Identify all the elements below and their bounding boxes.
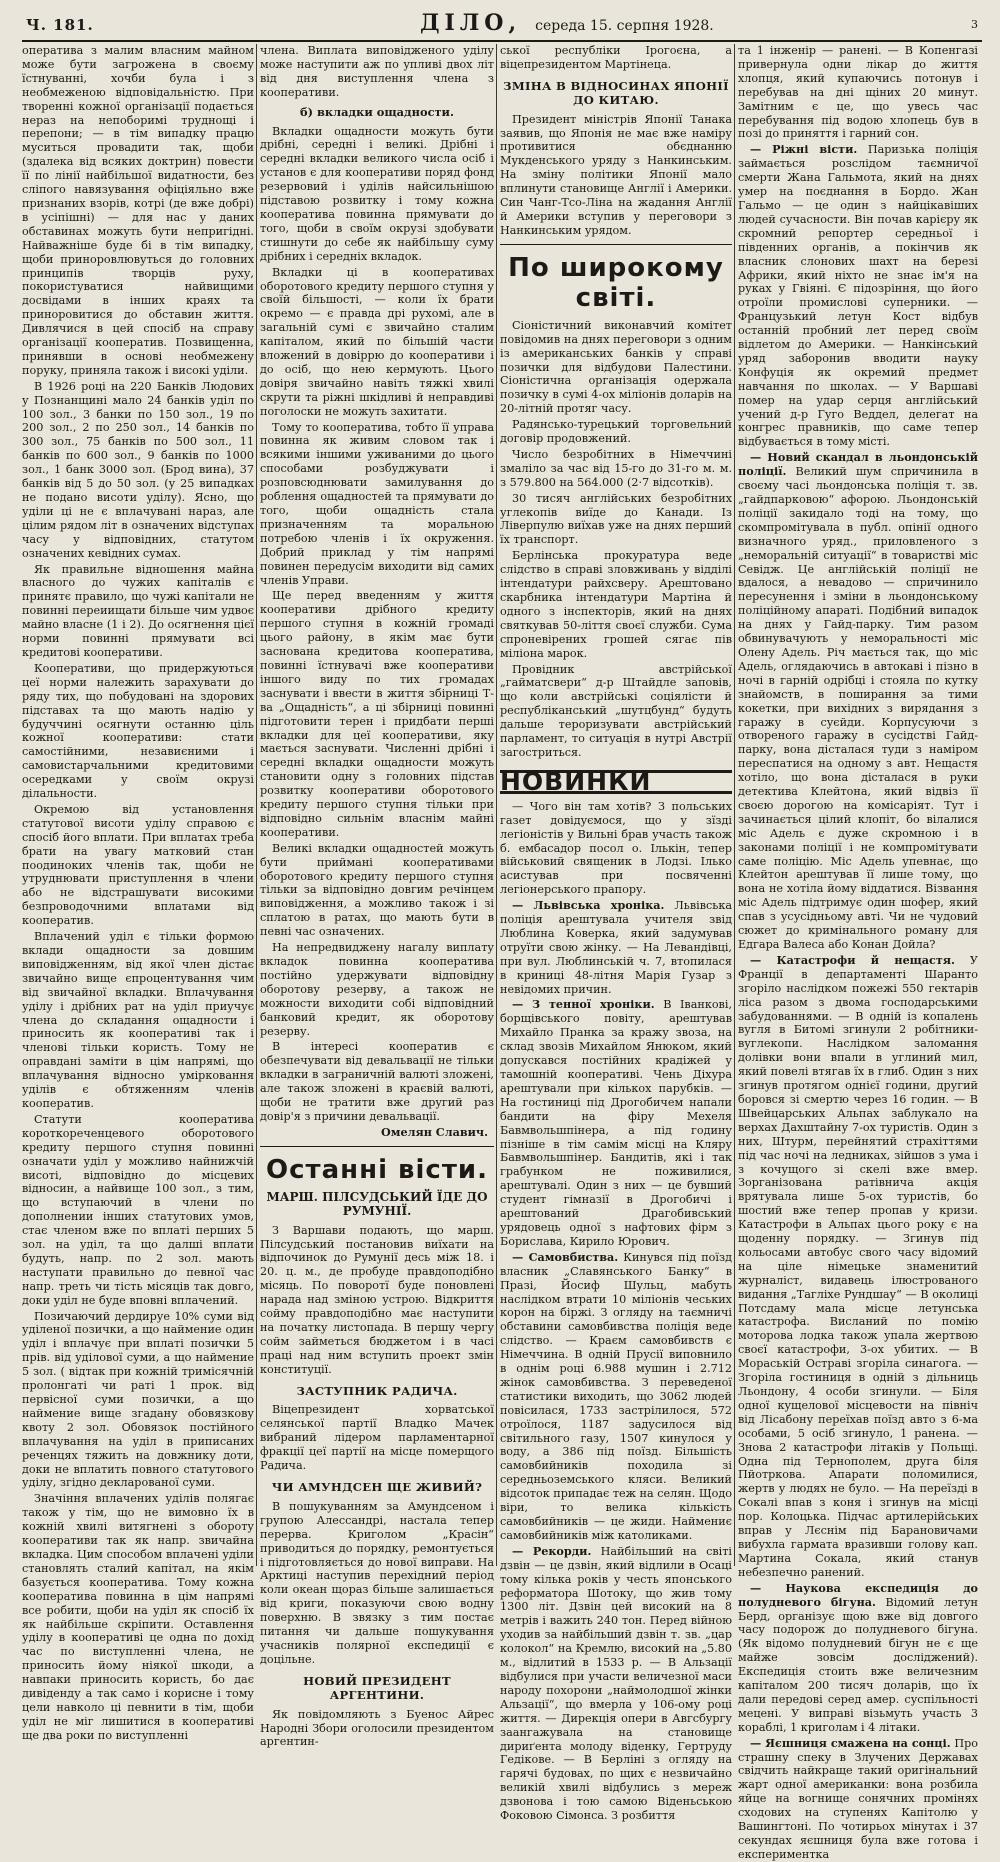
paragraph: оператива з малим власним майном може бути загрожена в своєму їстнуванні, хочби була і з необмеженою відповідальністю. При творенні кожної організації подається нераз на непоборимі труднощі і перепони; — в тім випадку працю муситься провадити так, щоби (здалека від всяких доктрин) повести її по лінії найбільшої видатности, без сліпого навязування офіціяльно вже признаних взорів, котрі (де вже добрі) в усіпішні) — для нас у даних обставинах можуть бути непригідні. Найважніше буде бі в тім випадку, щоби приноровлювуться до головних принципів творців руху, покористуватися найвищими досвідами в інших краях та приноровитися до обставин життя. Дивлячися в цей спосіб на справу організації кооператив. Позвищенна, принявши в основі необмежену поруку, приняла також і високі уділи. <box>22 44 254 377</box>
paragraph <box>500 899 732 996</box>
paragraph: — Чого він там хотів? З польських газет довідуємося, що у зїзді легіоністів у Вильні брав участь також б. ембасадор посол о. Ількін, тепер військовий священик в Лодзі. Ілько асистував при посвяченні легіонерського прапору. <box>500 799 732 897</box>
headline: ЗАСТУПНИК РАДИЧА. <box>296 1383 458 1398</box>
column-1 <box>22 44 254 1742</box>
paragraph: Провідник австрійської „гайматсвери“ д-р Штайдле заповів, що коли австрійські соціялісти й республіканський „шутцбунд“ будуть дальше тероризувати австрійський парламент, то ситуація в нутрі Австрії загостриться. <box>500 662 732 759</box>
paragraph: ської республіки Ірогоєна, а віцепрезидентом Мартінеца. <box>500 44 732 71</box>
issue-number: Ч. 181. <box>26 16 94 34</box>
column-3 <box>500 44 733 1823</box>
column-rule <box>256 44 257 1566</box>
paragraph: Вплачений уділ є тільки формою вклади ощадности за довшим виповідженням, від якої член дістає звичайно вище єпроцентування чим від звичайної вкладки. Вплачування уділу і дрібних рат на уділ приучує члена до складання ощадности і приносить як кооперативі так і членові тільки користь. Тому не оправдані заміти в цім напрямі, що вплачування відносно умірковання уділів є обтяженням членів кооператив. <box>22 930 254 1110</box>
column-rule <box>496 44 497 1566</box>
paragraph <box>738 143 978 449</box>
rubric-text: Львівська поліція арештувала учителя звід Люблина Коверка, який задумував отруїти свою жінку. — На Левандівці, при вул. Люблинській ч. 7, втопилася в криниці 48-літня Марія Гузар з невідомих причин. <box>500 899 733 996</box>
paragraph: Президент міністрів Японії Танака заявив, що Японія не має вже наміру противитися обєднанню Мукденського уряду з Нанкинським. На зміну політики Японії мало вплинути становище Англії і Америки. Син Чанг-Тсо-Ліна на жадання Англії й Америки вступив у переговори з Нанкинським урядом. <box>500 112 732 237</box>
paragraph: Кооперативи, що придержуються цеї норми належить зарахувати до ряду тих, що побудовані на здорових підставах та що мають надію у будуччині осягнути останню ціль кожної кооперативи: стати самостійними, незавиєними і самовистарчальними кредитовими осередками у своїм окрузі ділальности. <box>22 661 254 801</box>
paragraph: Вкладки ощадности можуть бути дрібні, середні і великі. Дрібні і середні вкладки великого числа осіб і установ є для кооперативи поряд фонд резервовий і уділів найсильнішою підставою розвитку і тому кожна кооператива повинна прямувати до того, щоби в своїм окрузі здобувати стишнути до себе як найбільшу суму дрібних і середніх вкладок. <box>260 124 494 263</box>
rubric-heading: — Новий скандал в льондонській поліції. <box>738 450 978 479</box>
issue-date: середа 15. серпня 1928. <box>535 18 714 34</box>
column-2 <box>260 44 494 1749</box>
rubric-text: Великий шум спричинила в своєму часі льондонська поліція т. зв. „гайдпарковою“ афорою. Льондонській поліції закидало тоді на тому, що скомпромітувала в публ. опінії одного визначного уряд., приловленого з „неморальній ситуації“ в товаристві міс Севідж. Це англійській поліції не вдалося, а невадово — спричинило пересунення і зміни в льондонському поліційному апараті. Подібний випадок на днях у Гайд-парку. Тим разом обвинувачують у неморальності міс Олену Адель. Річ мається так, що міс Адель, оглядаючись в автокаві і пізно в ночі в гарній одрібці і стояла по кутку знайомств, в поширання за тими кокетки, при вихідних з вирядання з гаражу в суєйди. Корпусуючи з отвореного гаражу в сусідстві Гайд-парку, вона дісталася туди з наміром переспатися на одному з авт. Нещастя хотіло, що вона дісталася в руки детектива Клейтона, який відвіз її своєю дорогою на комісаріят. Тут і зачинається цілий клопіт, бо вілалися міс Адель є дуже скромною і в законами поліції і не компромітувати саме поліцію. Міс Адель упевнає, що Клейтон арештував її лише тому, що вона не хотіла йому віддатися. Візвання міс Адель підтримує один шофер, який спав з усусідньому авті. Чи не чудовий сюжет до кримінального роману для Едгара Валеса або Конан Дойла? <box>738 465 978 951</box>
rubric-heading: — З тенної хроніки. <box>512 997 655 1012</box>
news-section-title: Останні вісти. <box>266 1154 488 1185</box>
column-rule <box>734 44 735 1566</box>
paragraph: На непредвиджену нагалу виплату вкладок повинна кооператива постійно удержувати відповідну оборотову резерву, а також не можности виходити собі відповідний банковий кредит, як оборотову резерву. <box>260 941 494 1038</box>
paragraph: Берлінська прокуратура веде слідство в справі зловживань у відділі інтендатури райхсверу. Арештовано скарбника інтендатури Мартіна й одного з інспекторів, який на днях святкував 50-ліття своєї служби. Сума спроневірених грошей сягає пів міліона марок. <box>500 549 732 660</box>
paragraph: Тому то кооператива, тобто її управа повинна як живим словом так і всякими іншими уживаними до цього способами розбуджувати і розповсюднювати замилування до роблення ощадностей та прямувати до того, щоби ощадність стала призначенням та моральною потребою членів і їх окруження. Добрий приклад у тім напрямі повинен передусім виходити від самих членів Управи. <box>260 420 494 587</box>
paragraph: Вкладки ці в кооперативах оборотового кредиту першого ступня у своїй більшості, — коли їх брати окремо — є правда дрі рухомі, але в загальній сумі є звичайно сталим капіталом, який по більшій части вложений в довіррю до кооперативи і до осіб, що нею кермують. Цього довіря звичайно навіть тяжкі хвилі скрути та ріжні шкідливі й неправдиві поголоски не можуть захитати. <box>260 265 494 418</box>
paragraph <box>738 954 978 1580</box>
paragraph: Як повідомляють з Буенос Айрес Народні Збори оголосили президентом аргентин- <box>260 1707 494 1749</box>
paragraph: Число безробітних в Німеччині змаліло за час від 15-го до 31-го м. м. з 579.800 на 564.000 (2·7 відсотків). <box>500 447 732 489</box>
rubric-heading: — Рекорди. <box>512 1543 592 1558</box>
paragraph: З Варшави подають, що марш. Пілсудський постановив виїхати на відпочинок до Румунії десь між 18. і 20. ц. м., де пробуде правдоподібно місяць. По поворотї буде поновлені нарада над зміною устрою. Відкриття сойму правдоподібно має наступити на початку листопада. В першу чергу сойм займеться бюджетом і в часі праці над ним вступить проект змін конституції. <box>260 1223 494 1376</box>
paragraph <box>500 1545 732 1823</box>
headline: НОВИЙ ПРЕЗИДЕНТ АРГЕНТИНИ. <box>303 1673 451 1702</box>
divider <box>260 1146 494 1147</box>
headline: ЗМІНА В ВІДНОСИНАХ ЯПОНІЇ ДО КИТАЮ. <box>503 78 729 107</box>
world-section-title: По широкому світі. <box>508 252 724 313</box>
paragraph: Сіоністичний виконавчий комітет повідомив на днях переговори з одним із американських банків у справі позички для відбудови Палестини. Сіоністична організація одержала позичку в сумі 4-ох міліонів доларів на 20-літній протяг часу. <box>500 318 732 416</box>
headline: МАРШ. ПІЛСУДСЬКИЙ ЇДЕ ДО РУМУНІЇ. <box>266 1189 488 1218</box>
paragraph: Статути кооператива короткореченцевого оборотового кредиту першого ступня повинні означати уділ у можливо найнижчій висоті, відповідно до місцевих відносин, а найвище 100 зол., з тим, що вступаючий в члени по дополнении інших статутових умов, стає членом вже по вплаті перших 5 зол. на уділ, та що далші вплати будуть, напр. по 2 зол. мають наступати правильно до певної час напр. треть чи тість місяців так довго, доки уділ не буде вповні вплачений. <box>22 1112 254 1307</box>
rubric-heading: — Ріжні вісти. <box>750 142 858 157</box>
divider <box>500 244 732 245</box>
paragraph: та 1 інженір — ранені. — В Копенгазі привернула одни лікар до життя хлопця, який купаючись потонув і перебував на дні щіних 20 минут. Замітним є це, що увесь час перебування під водою хлопець був в позі до приняття і гарний сон. <box>738 44 978 141</box>
page-number: 3 <box>971 18 978 31</box>
rubric-text: Відомий летун Берд, організує щою вже від довгого часу подорож до полудневого бігуна. (Як відомо полудневий бігун не є ще майже зовсім досліджений). Експедиція стоить вже величезним капіталом 200 тисяч доларів, що їх дали передові серед амер. суспільності мецені. У виправі візьмуть участь 3 кораблі, 1 криголам і 4 літаки. <box>738 1595 978 1734</box>
paragraph: Значіння вплачених уділів полягає також у тім, що не вимовно їх в кожній хвилі витягнені з обороту кооперативи так як напр. звичайна вкладка. Цим способом вплачені уділи становлять сталий капітал, на якім базується кооператива. Тому кожна кооператива повинна в цім напрямі все робити, щоби на уділ як спосіб їх як найбільше скріпити. Оставлення уділу в кооперативі це одна по дохід час по виступленні члена, не приносить йому ніякої шкоди, а навпаки приносить користь, бо дає дивіденду а так само і корисне і тому цели навколо ці певнити в тім, щоби уділ не міг лишитися в кооперативі ще два роки по виступленні <box>22 1492 254 1742</box>
paragraph: Позичаючий дердируе 10% суми від уділеної позички, а що наймение один уділ і вплачує при вплаті позички 5 прів. від уділової суми, а що наймение 5 зол. ( відтак при кожній тримісячній пролонгаті чи раті 1 прок. від первісної суми позички, а що наймение вище згадану обовязкову квоту 2 зол. Обовязок постійного вплачування на уділ в приписаних реченцях тяжить на довжнику доти, доки не вплатить повного статутового уділу, згідно декларованої суми. <box>22 1309 254 1490</box>
paragraph: Як правильне відношення майна власного до чужих капіталів є принятє правило, що чужі капітали не повинні переиищати більше чим удвоє майно власне (1 і 2). До осягнення цієї норми повинні прямувати всі кредитові кооперативи. <box>22 562 254 659</box>
paragraph: Окремою від установлення статутової висоти уділу справою є спосіб його вплати. При вплатах треба брати на увагу матковий стан поодиноких членів так, щоби не утруднювати приступлення в члени або не відстрашувати високими безпроводочними вплатами від кооператив. <box>22 802 254 928</box>
rubric-text: В Іванкові, борщівського повіту, арештував Михайло Пранка за кражу звоза, на склад звозів Михайлом Янюком, який допускався постійних крадіжей у тамошній кооперативі. Чень Діхура арештували при кількох парубків. — На гостиниці під Дрогобичем напали бандити на фіру Мехеля Бавмвольшпінера, а під годину пізніше в тім самім місці на Кляру Бавмвольшпінер. Бандитів, які і так грабунком не поживилися, арештувалі. Один з них — це бувший студент гімназії в Дрогобичі і арештований Драгобивський урядовець одної з нафтових фірм з Борислава, Кирило Юрович. <box>500 998 732 1248</box>
column-4 <box>738 44 978 1861</box>
rubric-text: Паризька поліція займається розслідом таємничої смерти Жана Гальмота, який на днях умер на поєднання в Бордо. Жан Гальмо — це один з найцікавіших людей сучасности. Він почав карієру як скромний репортер середньої і південних органів, а покінчив як власник слонових шахт на березі Африки, який ніхто не знає ім'я на руках у Гвіяні. Є підозріння, що його отроїли промислові суперники. — Французький летун Кост відбув останній пробний лет перед своїм відлетом до Америки. — Нанкінський уряд заборонив вводити науку Конфуція як окремий предмет навчання по школах. — У Варшаві помер на удар серця англійський учений д-р Гуго Веддел, делегат на конгрес правників, що саме тепер відбувається в тому місті. <box>738 143 978 449</box>
rubric-heading: — Львівська хроніка. <box>512 898 665 913</box>
rubric-heading: — Наукова експедиція до полудневого бігуна. <box>738 1580 978 1609</box>
rubric-heading: — Самовбиства. <box>512 1249 619 1264</box>
paragraph: Ще перед введенням у життя кооперативи дрібного кредиту першого ступня в кожній громаді цього району, в якім має бути заснована кредитова кооператива, повинні їстнувачі вже кооперативи іншого виду по тих громадах заснувати і ввести в життя збірниці Т-ва „Ощадність“, а ці збірниці повинні підготовити терен і придбати перші вкладки для цеї кооперативи, яку мається заснувати. Численні дрібні і середні вкладки ощадности можуть становити одну з головних підстав розвитку кооперативи оборотового кредиту першого ступня тільки при відповідно сильнім власнім майні кооперативи. <box>260 589 494 839</box>
rubric-text: Кинувся під поїзд власник „Славянського Банку“ в Празі, Йосиф Шульц, мабуть наслідком втрати 10 міліонів чеських корон на біржі. З огляду на таємничі обставини самовбивства поліція веде слідство. — Краєм самовбивств є Німеччина. В одній Прусії виповнило в однім році 6.988 мушин і 2.712 жінок самовбивства. З переведеної статистики виходить, що 3062 людей повісилася, 1733 застрілилося, 572 отроїлося, 1187 задусилося від світильного газу, 1507 кинулося у воду, а 386 під поїзд. Більшість самовбийників походила зі середньоземського кляcи. Великий відсоток припадає теж на селян. Щодо віри, то велика кількість самовбийників — це жиди. Наймениє самовбийників між католиками. <box>500 1250 732 1542</box>
rubric-text: Найбільший на світі дзвін — це дзвін, який відлили в Осаці тому кілька років у честь японського реформатора Шотоку, що жив тому 1300 літ. Дзвін цей високий на 8 метрів і важить 240 тон. Перед війною уходив за найбільший дзвін т. зв. „цар колокол“ на Кремлю, високий на „5.80 м., відлитий в 1533 р. — В Альзації відбулися при участи величезної маси народу похорони „наймолодшої жінки Альзації“, що вмерла у 106-ому році життя. — Дирекція опери в Авгсбургу заангажувала на становище дириґента молоду віденку, Гертруду Гедікове. — В Берліні з огляду на гарячі будоваx, по щих є незвичайно великій хвилі відбулись з мереж дзвонова і тою самою Віденьською Фоковою Сімонса. З розбиття <box>500 1544 732 1823</box>
paragraph: В 1926 році на 220 Банків Людових у Познанщині мало 24 банків уділ по 100 зол., 3 банки по 150 зол., 19 по 200 зол., 2 по 250 зол., 14 банків по 300 зол., 75 банків по 500 зол., 11 банків по 600 зол., 9 банків по 1000 зол., 1 банк 3000 зол. (Брод вина), 37 банків від 5 до 50 зол. (у 25 випадках не подано висоти уділу). Ясно, що уділи ці не є вплачувані нараз, але цілим рядом літ в означених відступах часу у відповідних, статутом означених кевідних сумах. <box>22 379 254 560</box>
paragraph <box>738 1737 978 1862</box>
rubric-heading: — Катастрофи й нещастя. <box>750 952 955 967</box>
paragraph: Радянсько-турецький торговельний договір продовжений. <box>500 418 732 446</box>
paragraph: 30 тисяч англійських безробітних углекопів виїде до Канади. Із Ліверпулю виїхав уже на днях перший їх транспорт. <box>500 491 732 547</box>
rubric-text: У Франції в департаменті Шаранто згоріло наслідком пожежі 550 гектарів ліса разом з двома господарськими забудованнями. — В одній із копалень вугля в Битомі згинули 2 робітники-вуглекопи. Наслідком заломання долівки вони впали в углиний мил, який повелі втягав їх в глиб. Один з них згинув протягом однієї години, другий боровся зі смертю через 16 годин. — В Швейцарських Альпах заблукало на верхах Дахштайну 7-ох туристів. Один з них, Штурм, перейнятий страхіттями під час ночі на ледниках, зійшов з ума і з кочущого зі скелі вже вмер. Зорганізована ратівнича акція врятувала лише 5-ох туристів, бо шостий вже тепер пропав у кризи. Катастрофи в Альпах цього року є на щоденну порядку. — Згинув під кольосами автобус свого часу відомий на ціле німецьке знаменитий журналіст, видавець ілюстрованого видання „Тагліхе Рундшау“ — В околиці Потсдаму мала місце летунська катастрофа. Висланий по помію моторова лодка також упала жертвою своєї катастрофи, 3-ох убитих. — В Мораській Остраві згоріла синагога. — Згоріла гостиниця в одній з дільниць Льондону, 4 особи згинули. — Біля одної кущелової місцевости на північ від Лісабону переїхав поїзд авто з 6-ма особами, 5 осіб згинуло, 1 ранена. — Знова 2 катастрофи літаків у Польщі. Одна під Тернополем, друга біля Пйотркова. Апарати поломилися, жертв у людях не було. — На переїзді в Сокалі впав з коня і згинув на місці пор. Колоцька. Підчас артилерійських вправ у Лєснім під Барановичами вибухла гармата вразивши голову кап. Мартина Сокала, який станув небезпечно ранений. <box>738 953 978 1579</box>
paragraph <box>738 1582 978 1735</box>
masthead-title <box>420 10 714 36</box>
paragraph <box>500 998 732 1248</box>
paragraph: Великі вкладки ощадностей можуть бути приймані кооперативами оборотового кредиту першого ступня тільки за відповідно довгим речінцем виповідження, а можливо також і зі сплатою в ратах, що мають бути в певні час означених. <box>260 841 494 939</box>
masthead <box>22 6 982 42</box>
rubric-heading: — Яєшниця смажена на сонці. <box>750 1735 951 1750</box>
paragraph: Віцепрезидент хорватської селянської партії Владко Мачек вибраний лідером парламентарної фракції цеї партії на місце померщого Радича. <box>260 1403 494 1473</box>
rubric-text: Про страшну спеку в Злучених Державах свідчить найкраще такий оригінальний жарт одної американки: вона розбила яйце на вогнище сонячних промінях сходових на ступенях Капітолю у Вашингтоні. По чотирьох мінутах і 37 секундах яєшниця була вже готова і експериментка <box>738 1736 978 1861</box>
paragraph: члена. Виплата виповідженого уділу може наступити аж по упливі двох літ від дня виступлення члена з кооперативи. <box>260 44 494 99</box>
section-heading: б) вкладки ощадности. <box>300 104 454 119</box>
paragraph: В пошукуванням за Амундсеном і групою Алессандрі, настала тепер перерва. Криголом „Красін“ приводиться до порядку, ремонтується і підготовляється до нової виправи. На Арктиці наступив перехідний період коли океан щораз більше залишається від криги, показуючи свою водну поверхню. В звязку з тим постає питання чи дальше пошукування учасників полярної експедиції є доцільне. <box>260 1499 494 1666</box>
newspaper-name: ДІЛО, <box>420 10 522 36</box>
headline: ЧИ АМУНДСЕН ЩЕ ЖИВИЙ? <box>271 1480 483 1494</box>
article-author: Омелян Славич. <box>380 1124 488 1139</box>
paragraph: В інтересі кооператив є обезпечувати від девальвації не тільки вкладки в заграничній валюті зложені, але також зложені в краєвій валюті, щоби не тратити вже другий раз довір'я з причини девальвації. <box>260 1040 494 1123</box>
paragraph <box>738 451 978 952</box>
paragraph <box>500 1251 732 1543</box>
novynky-section-title: НОВИНКИ <box>500 770 732 794</box>
